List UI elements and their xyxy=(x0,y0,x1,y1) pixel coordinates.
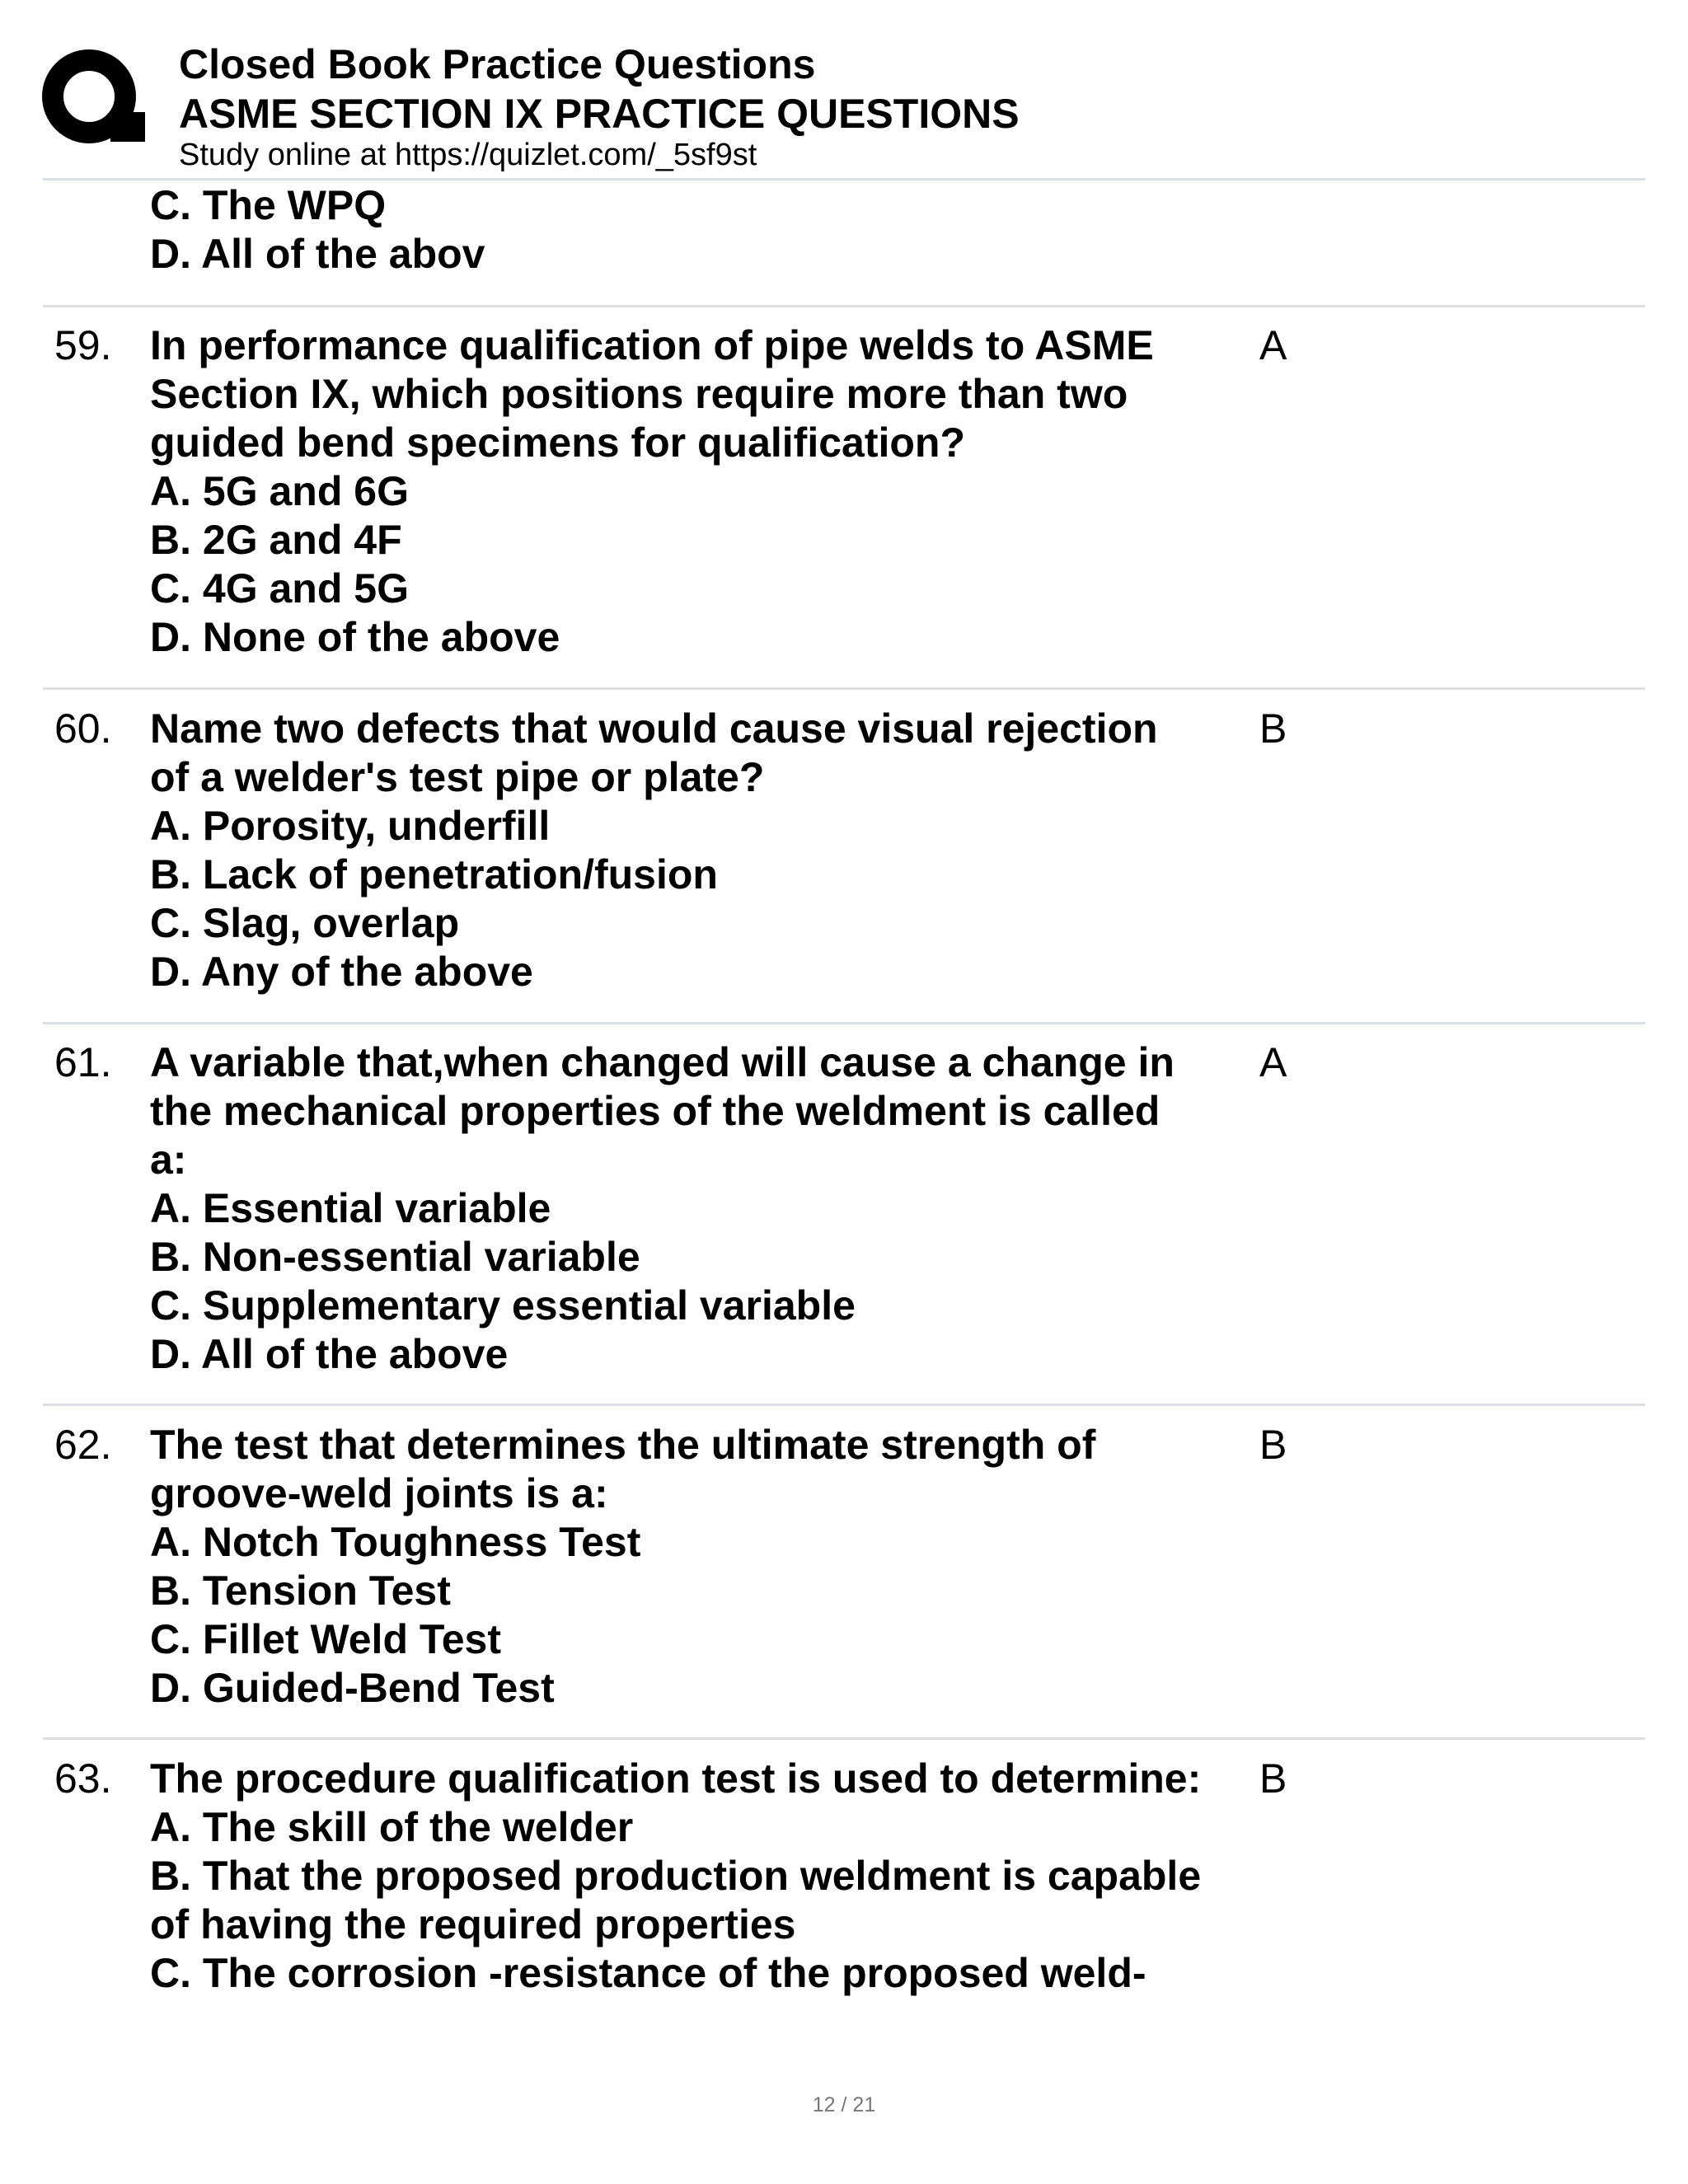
page-header xyxy=(0,0,1688,183)
question-line: A variable that,when changed will cause a change in xyxy=(150,1039,1175,1085)
answer-option: B. That the proposed production weldment is capable xyxy=(150,1853,1202,1899)
answer-option: A. Notch Toughness Test xyxy=(150,1519,641,1565)
answer-option: B. Tension Test xyxy=(150,1568,451,1614)
question-divider xyxy=(43,687,1645,690)
question-divider xyxy=(43,1022,1645,1024)
question-text xyxy=(150,705,1254,996)
question-text xyxy=(150,321,1254,662)
answer-option: C. Slag, overlap xyxy=(150,900,460,946)
question-number: 62. xyxy=(54,1422,112,1468)
question-line: of a welder's test pipe or plate? xyxy=(150,754,765,800)
question-line: a: xyxy=(150,1137,187,1183)
question-line: The test that determines the ultimate strength of xyxy=(150,1422,1096,1468)
question-text xyxy=(150,1421,1254,1713)
answer-option: C. The corrosion -resistance of the proposed weld- xyxy=(150,1950,1146,1996)
continued-option: C. The WPQ xyxy=(150,182,387,228)
answer-option: B. Non-essential variable xyxy=(150,1234,640,1280)
page-number: 12 / 21 xyxy=(812,2093,876,2116)
answer-option: A. 5G and 6G xyxy=(150,468,409,514)
answer-option: D. None of the above xyxy=(150,614,560,660)
correct-answer: A xyxy=(1259,1039,1287,1085)
question-line: Section IX, which positions require more than two xyxy=(150,371,1128,417)
document-title: Closed Book Practice Questions xyxy=(179,41,816,87)
document-subtitle: ASME SECTION IX PRACTICE QUESTIONS xyxy=(179,91,1020,137)
quizlet-logo-icon xyxy=(40,43,150,153)
continued-option: D. All of the abov xyxy=(150,231,485,277)
answer-option: A. Porosity, underfill xyxy=(150,803,551,849)
question-divider xyxy=(43,305,1645,307)
correct-answer: B xyxy=(1259,1422,1287,1468)
question-line: Name two defects that would cause visual rejection xyxy=(150,705,1158,752)
answer-option: A. The skill of the welder xyxy=(150,1804,634,1850)
question-text xyxy=(150,1755,1254,1998)
question-line: the mechanical properties of the weldment is called xyxy=(150,1088,1160,1134)
answer-option: C. Supplementary essential variable xyxy=(150,1282,856,1329)
answer-option: D. Guided-Bend Test xyxy=(150,1665,555,1711)
question-number: 61. xyxy=(54,1039,112,1085)
answer-option: of having the required properties xyxy=(150,1901,796,1947)
header-divider xyxy=(43,178,1645,180)
question-text xyxy=(150,1038,1254,1379)
answer-option: B. Lack of penetration/fusion xyxy=(150,851,718,898)
question-line: groove-weld joints is a: xyxy=(150,1470,608,1516)
question-divider xyxy=(43,1404,1645,1406)
answer-option: B. 2G and 4F xyxy=(150,517,402,563)
correct-answer: B xyxy=(1259,705,1287,752)
correct-answer: B xyxy=(1259,1755,1287,1802)
answer-option: C. 4G and 5G xyxy=(150,565,409,612)
answer-option: C. Fillet Weld Test xyxy=(150,1616,501,1662)
question-line: In performance qualification of pipe welds to ASME xyxy=(150,322,1154,368)
answer-option: A. Essential variable xyxy=(150,1185,551,1231)
question-number: 60. xyxy=(54,705,112,752)
question-number: 63. xyxy=(54,1755,112,1802)
answer-option: D. Any of the above xyxy=(150,949,533,995)
answer-option: D. All of the above xyxy=(150,1331,509,1377)
question-line: The procedure qualification test is used to determine: xyxy=(150,1755,1202,1802)
question-divider xyxy=(43,1737,1645,1740)
question-line: guided bend specimens for qualification? xyxy=(150,419,965,466)
correct-answer: A xyxy=(1259,322,1287,368)
question-number: 59. xyxy=(54,322,112,368)
study-online-link[interactable]: Study online at https://quizlet.com/_5sf9st xyxy=(179,138,757,172)
